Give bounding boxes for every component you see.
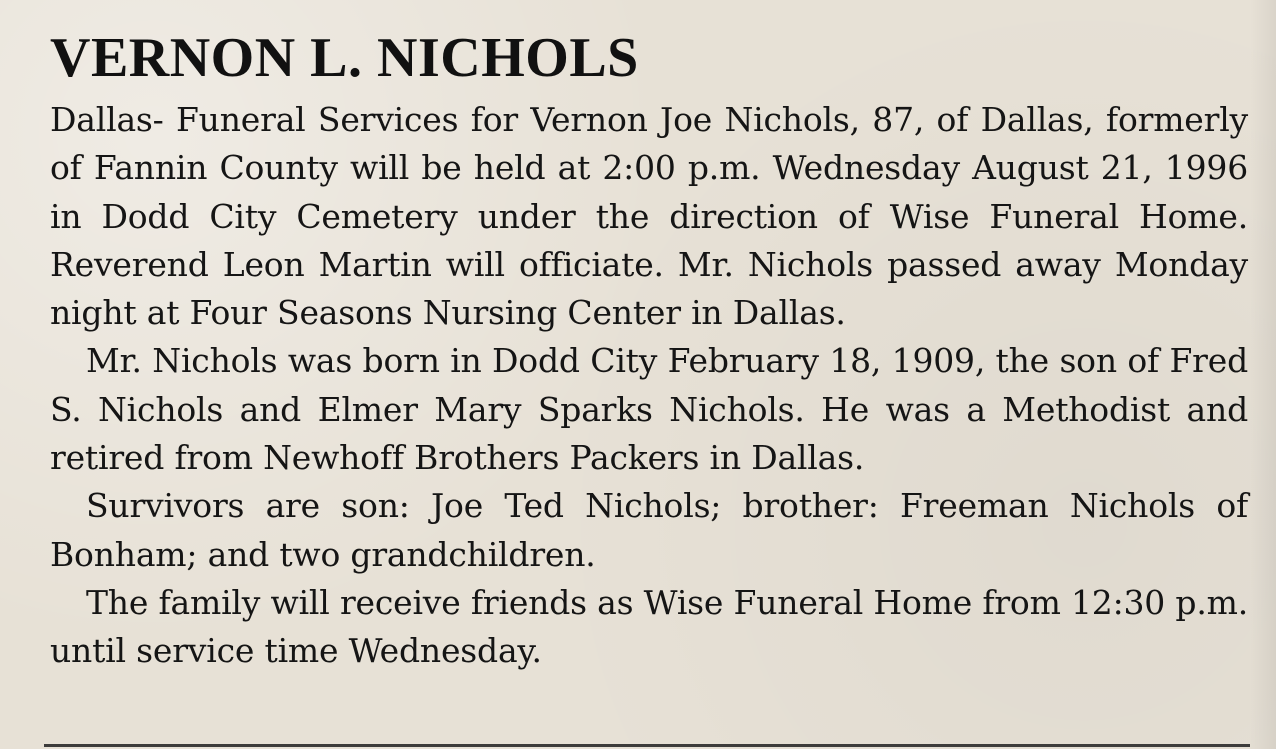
- obituary-paragraph-4: The family will receive friends as Wise Funeral Home from 12:30 p.m. until service time Wednesday.: [50, 582, 1248, 671]
- bottom-divider: [44, 744, 1250, 747]
- obituary-paragraph-1: Dallas- Funeral Services for Vernon Joe Nichols, 87, of Dallas, formerly of Fannin County will be held at 2:00 p.m. Wednesday August 21, 1996 in Dodd City Cemetery under the direction of Wise Funeral Home. Reverend Leon Martin will officiate. Mr. Nichols passed away Monday night at Four Seasons Nursing Center in Dallas.: [50, 100, 1248, 333]
- obituary-paragraph-3: Survivors are son: Joe Ted Nichols; brother: Freeman Nichols of Bonham; and two grandchildren.: [50, 486, 1248, 574]
- clipping-edge-shadow: [1250, 0, 1276, 749]
- obituary-body: [50, 96, 1248, 676]
- obituary-paragraph-2: Mr. Nichols was born in Dodd City February 18, 1909, the son of Fred S. Nichols and Elmer Mary Sparks Nichols. He was a Methodist and retired from Newhoff Brothers Packers in Dallas.: [50, 341, 1248, 478]
- obituary-headline: VERNON L. NICHOLS: [50, 27, 639, 89]
